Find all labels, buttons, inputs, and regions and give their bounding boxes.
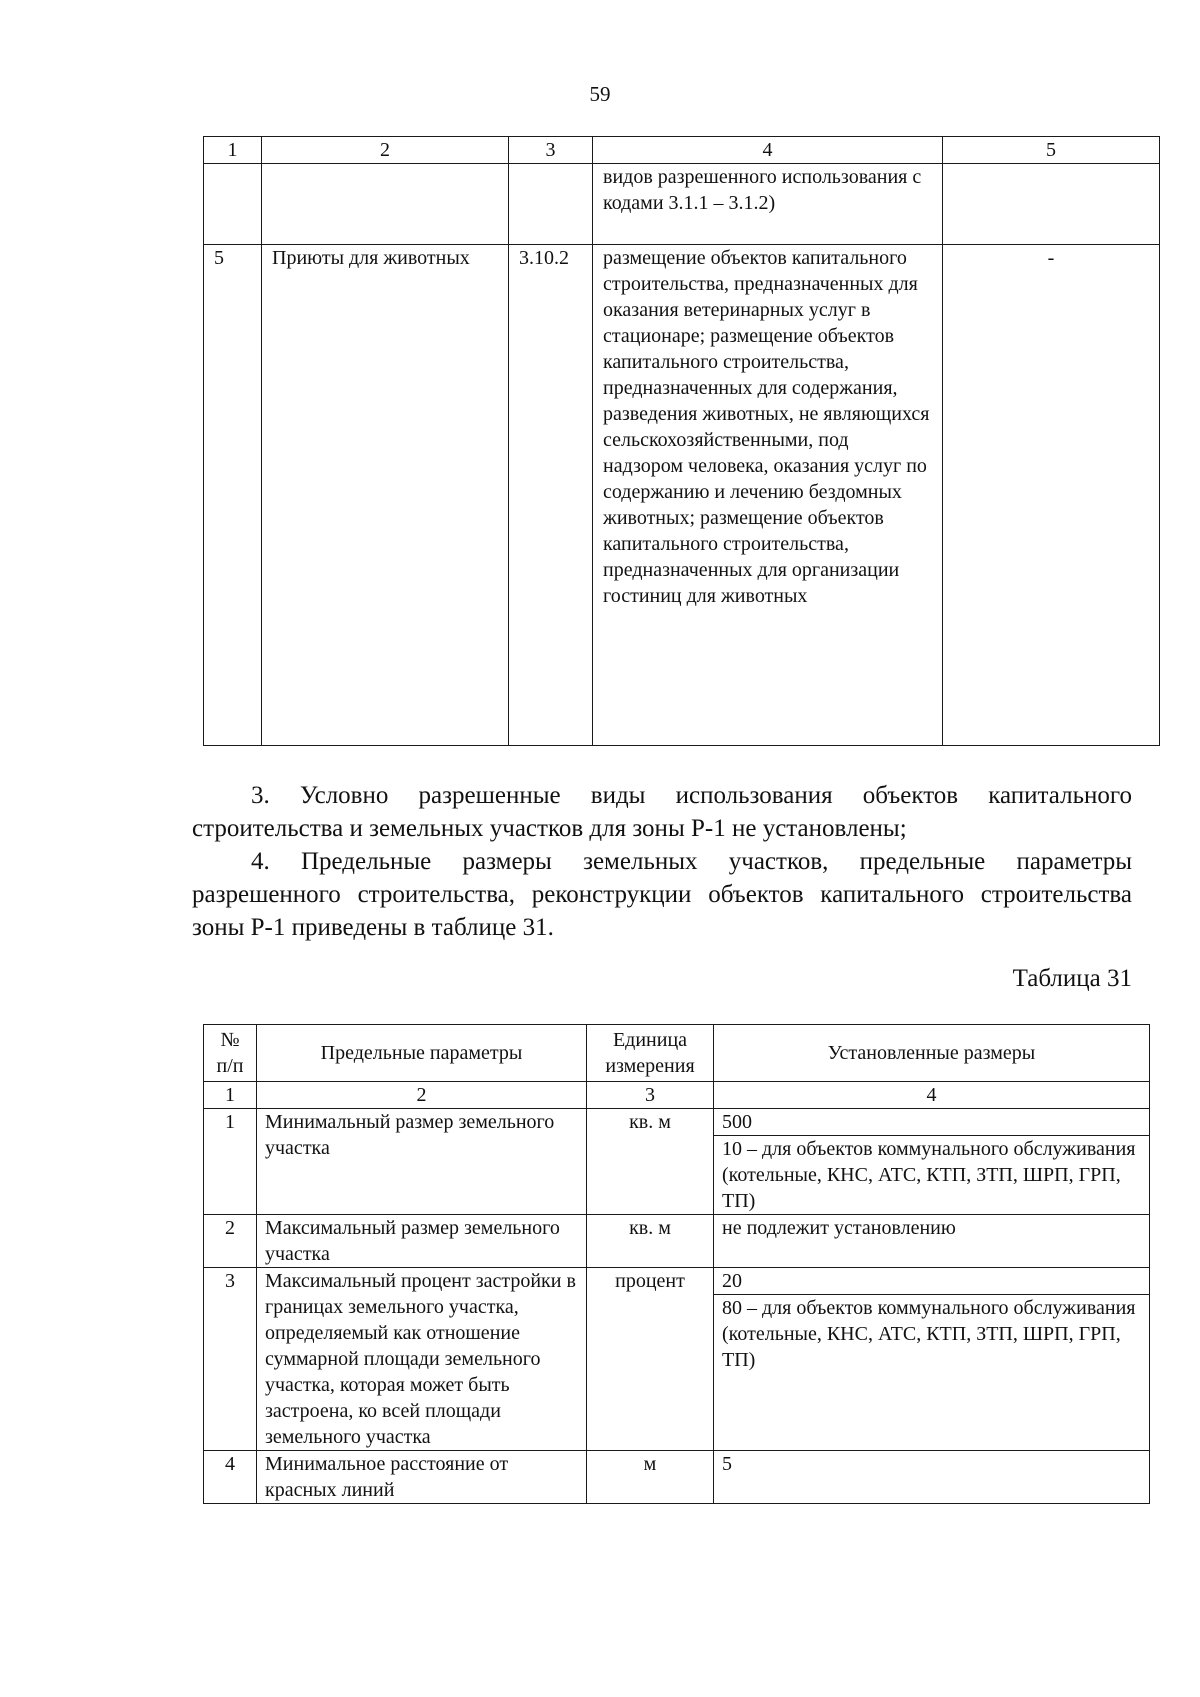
param-values (714, 1268, 1150, 1451)
param-value: 500 (714, 1109, 1149, 1136)
param-value: 20 (714, 1268, 1149, 1295)
use-code (509, 164, 593, 245)
col-number-5: 5 (943, 137, 1160, 164)
row-number: 1 (204, 1109, 257, 1215)
paragraph-limit-parameters: 4. Предельные размеры земельных участков, предельные параметры разрешенного строительства, реконструкции объектов капитального строительства зоны Р-1 приведены в таблице 31. (192, 848, 1132, 941)
col-number-3: 3 (587, 1082, 714, 1109)
col-number-4: 4 (714, 1082, 1150, 1109)
header-value: Установленные размеры (714, 1025, 1150, 1082)
param-unit: кв. м (587, 1215, 714, 1268)
col-number-2: 2 (257, 1082, 587, 1109)
param-unit: процент (587, 1268, 714, 1451)
use-description: размещение объектов капитального строительства, предназначенных для оказания ветеринарных услуг в стационаре; размещение объектов капитального строительства, предназначенных для содержания, разведения животных, не являющихся сельскохозяйственными, под надзором человека, оказания услуг по содержанию и лечению бездомных животных; размещение объектов капитального строительства, предназначенных для организации гостиниц для животных (593, 245, 943, 746)
param-name: Минимальное расстояние от красных линий (257, 1451, 587, 1504)
table-header-row (204, 137, 1160, 164)
col-number-1: 1 (204, 137, 262, 164)
param-name: Минимальный размер земельного участка (257, 1109, 587, 1215)
col-number-4: 4 (593, 137, 943, 164)
page-number: 59 (589, 82, 611, 106)
param-value: 80 – для объектов коммунального обслуживания (котельные, КНС, АТС, КТП, ЗТП, ШРП, ГРП, ТП) (722, 1297, 1136, 1371)
table-row (204, 1451, 1150, 1504)
param-name: Максимальный процент застройки в границах земельного участка, определяемый как отношение суммарной площади земельного участка, которая может быть застроена, ко всей площади земельного участка (257, 1268, 587, 1451)
permitted-uses-table (203, 136, 1160, 746)
header-unit: Единица измерения (587, 1025, 714, 1082)
paragraph-conditional-uses: 3. Условно разрешенные виды использования объектов капитального строительства и земельных участков для зоны Р-1 не установлены; (192, 782, 1132, 842)
table-row (204, 164, 1160, 245)
col-number-2: 2 (262, 137, 509, 164)
param-unit: кв. м (587, 1109, 714, 1215)
col-number-3: 3 (509, 137, 593, 164)
header-num: № п/п (204, 1025, 257, 1082)
param-name: Максимальный размер земельного участка (257, 1215, 587, 1268)
use-extra (943, 164, 1160, 245)
col-number-1: 1 (204, 1082, 257, 1109)
table-row (204, 1109, 1150, 1215)
table-header-row (204, 1025, 1150, 1082)
column-number-row (204, 1082, 1150, 1109)
use-description: видов разрешенного использования с кодами 3.1.1 – 3.1.2) (593, 164, 943, 245)
row-number (204, 164, 262, 245)
param-value: 5 (714, 1451, 1150, 1504)
limit-parameters-table (203, 1024, 1150, 1504)
param-value: 10 – для объектов коммунального обслуживания (котельные, КНС, АТС, КТП, ЗТП, ШРП, ГРП, ТП) (722, 1138, 1136, 1212)
header-param: Предельные параметры (257, 1025, 587, 1082)
table-row (204, 245, 1160, 746)
row-number: 5 (204, 245, 262, 746)
use-name (262, 164, 509, 245)
param-value: не подлежит установлению (714, 1215, 1150, 1268)
param-values (714, 1109, 1150, 1215)
row-number: 2 (204, 1215, 257, 1268)
param-unit: м (587, 1451, 714, 1504)
use-extra: - (943, 245, 1160, 746)
use-code: 3.10.2 (509, 245, 593, 746)
table-row (204, 1215, 1150, 1268)
table-caption: Таблица 31 (1012, 965, 1132, 992)
row-number: 4 (204, 1451, 257, 1504)
table-row (204, 1268, 1150, 1451)
use-name: Приюты для животных (262, 245, 509, 746)
row-number: 3 (204, 1268, 257, 1451)
